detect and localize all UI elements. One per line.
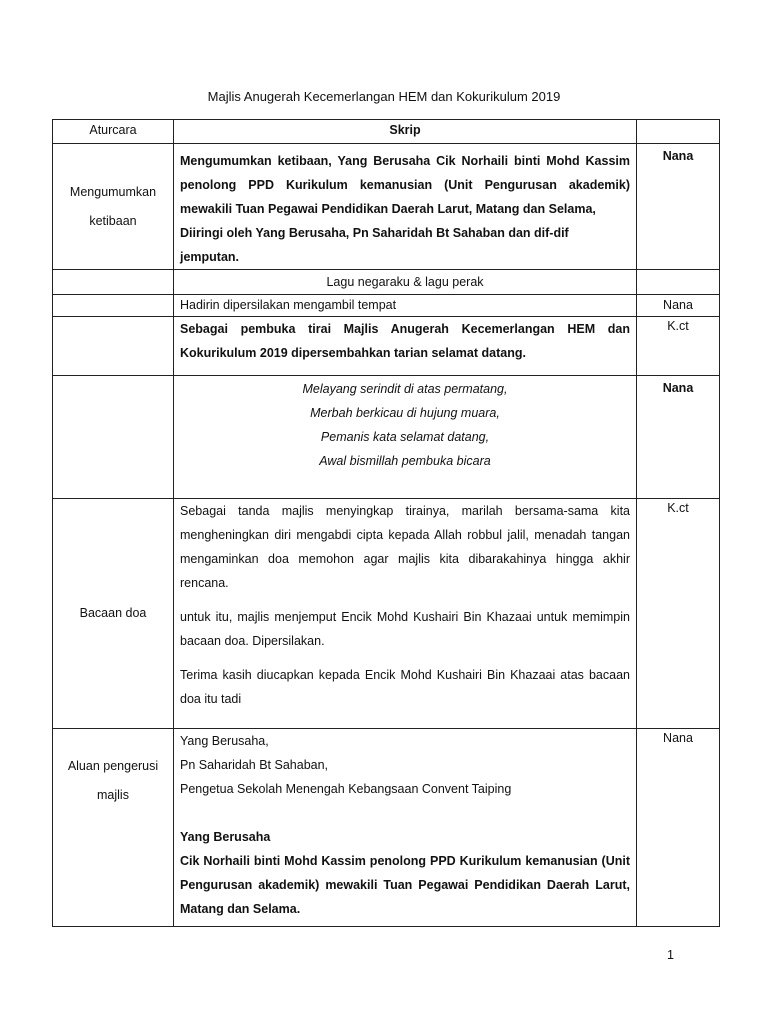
skrip-paragraph: Sebagai tanda majlis menyingkap tirainya, marilah bersama-sama kita mengheningkan diri mengabdi cipta kepada Allah robbul jalil, menadah tangan mengaminkan doa memohon agar majlis kita dibarakahinya hingga akhir rencana.: [180, 504, 630, 590]
skrip-line: Pn Saharidah Bt Sahaban,: [180, 758, 329, 772]
pantun-line: Melayang serindit di atas permatang,: [302, 382, 508, 396]
aturcara-cell: [53, 270, 174, 295]
skrip-paragraph: Mengumumkan ketibaan, Yang Berusaha Cik Norhaili binti Mohd Kassim penolong PPD Kurikulum kemanusian (Unit Pengurusan akademik) mewakili Tuan Pegawai Pendidikan Daerah Larut, Matang dan Selama,: [180, 154, 630, 216]
skrip-cell: [174, 499, 637, 729]
skrip-line: Yang Berusaha: [180, 830, 271, 844]
skrip-paragraph: Cik Norhaili binti Mohd Kassim penolong PPD Kurikulum kemanusian (Unit Pengurusan akademik) mewakili Tuan Pegawai Pendidikan Daerah Larut, Matang dan Selama.: [180, 854, 630, 916]
pic-cell: K.ct: [637, 499, 720, 729]
skrip-line: Yang Berusaha,: [180, 734, 269, 748]
table-row: [53, 144, 720, 270]
skrip-cell: Hadirin dipersilakan mengambil tempat: [174, 295, 637, 317]
pic-cell: Nana: [637, 729, 720, 927]
skrip-paragraph: untuk itu, majlis menjemput Encik Mohd Kushairi Bin Khazaai untuk memimpin bacaan doa. Dipersilakan.: [180, 610, 630, 648]
table-row: [53, 729, 720, 927]
table-row: [53, 270, 720, 295]
table-header-row: [53, 120, 720, 144]
pic-cell: Nana: [637, 376, 720, 499]
skrip-paragraph: Terima kasih diucapkan kepada Encik Mohd Kushairi Bin Khazaai atas bacaan doa itu tadi: [180, 668, 630, 706]
skrip-cell: [174, 144, 637, 270]
aturcara-cell: [53, 295, 174, 317]
header-aturcara: Aturcara: [53, 120, 174, 144]
table-row: [53, 376, 720, 499]
pic-cell: K.ct: [637, 317, 720, 376]
script-table: [52, 119, 720, 927]
skrip-paragraph: Diiringi oleh Yang Berusaha, Pn Saharidah Bt Sahaban dan dif-dif jemputan.: [180, 226, 569, 264]
pic-cell: Nana: [637, 144, 720, 270]
skrip-cell: [174, 729, 637, 927]
aturcara-cell: [53, 317, 174, 376]
aturcara-cell: Mengumumkan ketibaan: [53, 144, 174, 270]
aturcara-cell: Aluan pengerusi majlis: [53, 729, 174, 927]
pic-cell: Nana: [637, 295, 720, 317]
table-row: [53, 317, 720, 376]
table-row: [53, 295, 720, 317]
skrip-cell: [174, 376, 637, 499]
header-pic: [637, 120, 720, 144]
table-row: [53, 499, 720, 729]
skrip-cell: Sebagai pembuka tirai Majlis Anugerah Kecemerlangan HEM dan Kokurikulum 2019 dipersembahkan tarian selamat datang.: [174, 317, 637, 376]
pantun-line: Awal bismillah pembuka bicara: [319, 454, 491, 468]
pic-cell: [637, 270, 720, 295]
header-skrip: Skrip: [174, 120, 637, 144]
skrip-cell: Lagu negaraku & lagu perak: [174, 270, 637, 295]
pantun-line: Merbah berkicau di hujung muara,: [310, 406, 500, 420]
aturcara-cell: Bacaan doa: [53, 499, 174, 729]
document-title: Majlis Anugerah Kecemerlangan HEM dan Kokurikulum 2019: [207, 89, 561, 104]
page-number: 1: [667, 948, 674, 962]
pantun-line: Pemanis kata selamat datang,: [320, 430, 490, 444]
skrip-line: Pengetua Sekolah Menengah Kebangsaan Convent Taiping: [180, 782, 512, 796]
aturcara-cell: [53, 376, 174, 499]
